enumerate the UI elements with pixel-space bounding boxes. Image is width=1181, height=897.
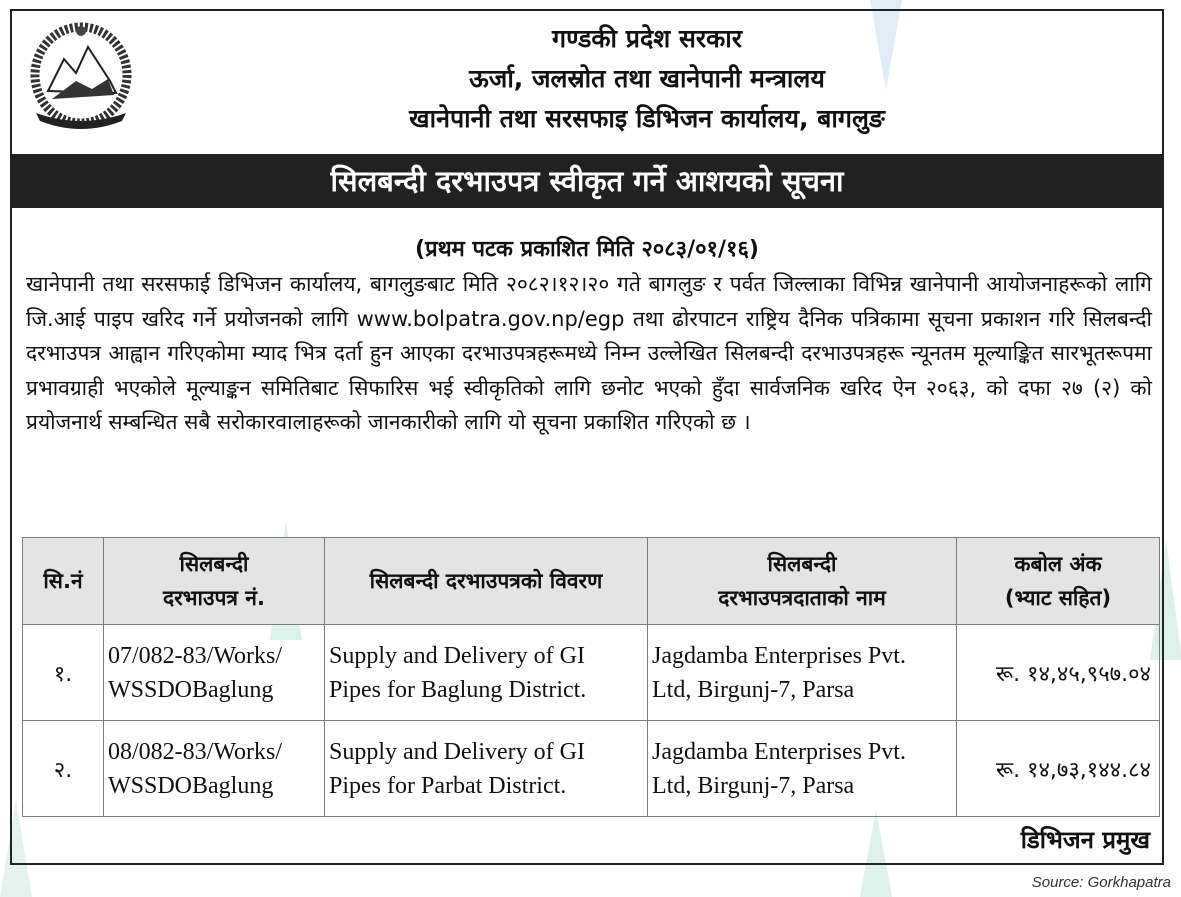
col-amount-line1: कबोल अंक [1014, 552, 1102, 576]
office-titles [132, 19, 1162, 139]
serial-cell: १. [23, 625, 104, 721]
col-bidder-line1: सिलबन्दी [767, 552, 837, 576]
amount-cell: रू. १४,७३,१४४.८४ [957, 721, 1160, 817]
bid-table [22, 537, 1160, 817]
bid-number-line2: WSSDOBaglung [108, 772, 274, 799]
col-bid-number-line1: सिलबन्दी [179, 552, 249, 576]
col-amount-line2: (भ्याट सहित) [1004, 586, 1112, 610]
notice-body: खानेपानी तथा सरसफाई डिभिजन कार्यालय, बागलुङबाट मिति २०८२।१२।२० गते बागलुङ र पर्वत जिल्लाका विभिन्न खानेपानी आयोजनाहरूको लागि जि.आई पाइप खरिद गर्ने प्रयोजनको लागि www.bolpatra.gov.np/egp तथा ढोरपाटन राष्ट्रिय दैनिक पत्रिकामा सूचना प्रकाशन गरि सिलबन्दी दरभाउपत्र आह्वान गरिएकोमा म्याद भित्र दर्ता हुन आएका दरभाउपत्रहरूमध्ये निम्न उल्लेखित सिलबन्दी दरभाउपत्रहरू न्यूनतम मूल्याङ्कित सारभूतरूपमा प्रभावग्राही भएकोले मूल्याङ्कन समितिबाट सिफारिस भई स्वीकृतिको लागि छनोट भएको हुँदा सार्वजनिक खरिद ऐन २०६३, को दफा २७ (२) को प्रयोजनार्थ सम्बन्धित सबै सरोकारवालाहरूको जानकारीको लागि यो सूचना प्रकाशित गरिएको छ । [26, 272, 1152, 434]
serial-cell: २. [23, 721, 104, 817]
table-row [23, 721, 1160, 817]
government-name: गण्डकी प्रदेश सरकार [552, 24, 742, 53]
description-cell [325, 625, 648, 721]
bid-number-line1: 08/082-83/Works/ [108, 738, 283, 765]
bidder-cell [648, 721, 957, 817]
publication-date: (प्रथम पटक प्रकाशित मिति २०८३/०१/१६) [415, 237, 759, 262]
description-cell [325, 721, 648, 817]
notice-title-banner: सिलबन्दी दरभाउपत्र स्वीकृत गर्ने आशयको सूचना [12, 154, 1162, 208]
emblem-icon [30, 21, 132, 137]
notice-header [12, 11, 1162, 153]
col-bidder-line2: दरभाउपत्रदाताको नाम [718, 586, 886, 610]
signatory-title: डिभिजन प्रमुख [1020, 826, 1150, 854]
bidder-line1: Jagdamba Enterprises Pvt. [652, 738, 906, 765]
bidder-line2: Ltd, Birgunj-7, Parsa [652, 772, 855, 799]
col-serial: सि.नं [23, 538, 104, 625]
table-row [23, 625, 1160, 721]
description-line1: Supply and Delivery of GI [329, 738, 585, 765]
bid-number-cell [104, 625, 325, 721]
description-line2: Pipes for Parbat District. [329, 772, 567, 799]
description-line2: Pipes for Baglung District. [329, 676, 587, 703]
notice-frame [10, 9, 1164, 865]
bidder-line1: Jagdamba Enterprises Pvt. [652, 642, 906, 669]
bid-number-line1: 07/082-83/Works/ [108, 642, 283, 669]
description-line1: Supply and Delivery of GI [329, 642, 585, 669]
col-bid-number-line2: दरभाउपत्र नं. [163, 586, 265, 610]
bidder-line2: Ltd, Birgunj-7, Parsa [652, 676, 855, 703]
amount-cell: रू. १४,४५,९५७.०४ [957, 625, 1160, 721]
col-bidder [648, 538, 957, 625]
office-name: खानेपानी तथा सरसफाइ डिभिजन कार्यालय, बागलुङ [409, 104, 885, 133]
col-bid-number [104, 538, 325, 625]
bidder-cell [648, 625, 957, 721]
bid-number-line2: WSSDOBaglung [108, 676, 274, 703]
table-header-row [23, 538, 1160, 625]
col-amount [957, 538, 1160, 625]
ministry-name: ऊर्जा, जलस्रोत तथा खानेपानी मन्त्रालय [469, 64, 825, 93]
source-credit: Source: Gorkhapatra [1031, 874, 1171, 891]
bid-number-cell [104, 721, 325, 817]
col-description: सिलबन्दी दरभाउपत्रको विवरण [325, 538, 648, 625]
